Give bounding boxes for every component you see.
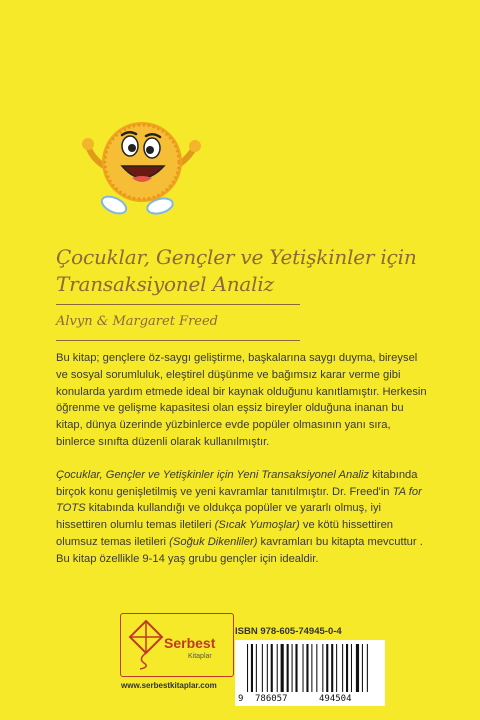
barcode-bar: [326, 644, 328, 692]
blurb-cold-term: (Soğuk Dikenliler): [169, 535, 258, 548]
barcode-bar: [251, 644, 253, 692]
title-line-1: Çocuklar, Gençler ve Yetişkinler için: [56, 245, 417, 269]
barcode-bar: [295, 644, 297, 692]
barcode-bar: [306, 644, 308, 692]
barcode-bar: [351, 644, 352, 692]
barcode-bar: [247, 644, 248, 692]
barcode-bar: [362, 644, 363, 692]
barcode-bar: [277, 644, 278, 692]
barcode-bar: [322, 644, 323, 692]
blurb-text-d: kavramları bu kitapta mevcuttur . Bu kitap özellikle 9-14 yaş grubu gençler için idealdir.: [56, 535, 423, 565]
barcode-bar: [367, 644, 368, 692]
mascot-sun-icon: [82, 108, 202, 228]
authors-divider: [56, 340, 300, 341]
blurb-paragraph-1: Bu kitap; gençlere öz-saygı geliştirme, başkalarına saygı duyma, bireysel ve sosyal sorumluluk, eleştirel düşünme ve bağımsız karar verme gibi konularda yardım etmede ideal bir kaynak olduğunu kanıtlamıştır. Herkesin öğrenme ve gelişme kapasitesi olan eşsiz bireyler olduğuna inanan bu kitap, dünya üzerinde yüzbinlerce evde popüler olmasının yanı sıra, binlerce sınıfta düzenli olarak kullanılmıştır.: [56, 352, 427, 448]
blurb-book-title: Çocuklar, Gençler ve Yetişkinler için Yeni Transaksiyonel Analiz: [56, 468, 369, 481]
barcode-bar: [342, 644, 343, 692]
title-line-2: Transaksiyonel Analiz: [56, 272, 274, 296]
barcode-bar: [287, 644, 289, 692]
publisher-website: www.serbestkitaplar.com: [121, 681, 217, 690]
blurb-warm-term: (Sıcak Yumoşlar): [214, 519, 300, 532]
blurb: [56, 350, 428, 568]
publisher-logo: [120, 613, 234, 677]
publisher-name: Serbest: [164, 635, 216, 651]
barcode-bar: [311, 644, 312, 692]
barcode-bar: [346, 644, 348, 692]
barcode-icon: [247, 644, 379, 692]
barcode-bar: [256, 644, 257, 692]
blurb-tots-title: TA for TOTS: [56, 485, 422, 515]
barcode-bar: [281, 644, 284, 692]
barcode-bar: [336, 644, 337, 692]
barcode: [235, 640, 385, 706]
title-divider: [56, 304, 300, 305]
barcode-bar: [262, 644, 263, 692]
blurb-text-b: kitabında kullandığı ve oldukça popüler ve yararlı olmuş, iyi hissettiren olumlu temas iletileri: [56, 502, 382, 532]
mascot-body: [105, 125, 179, 199]
book-title: [56, 244, 436, 298]
kite-icon: [126, 619, 166, 671]
barcode-digit-lead: 9: [238, 694, 244, 704]
isbn-label: ISBN 978-605-74945-0-4: [235, 626, 342, 637]
blurb-text-a: kitabında birçok konu genişletilmiş ve yeni kavramlar tanıtılmıştır. Dr. Freed'in: [56, 468, 418, 498]
blurb-paragraph-2: [56, 467, 428, 568]
barcode-bar: [303, 644, 304, 692]
publisher-subtitle: Kitaplar: [188, 653, 212, 660]
blurb-text-c: ve kötü hissettiren olumsuz temas iletileri: [56, 519, 394, 548]
authors: Alvyn & Margaret Freed: [56, 314, 218, 329]
barcode-bar: [267, 644, 268, 692]
barcode-digits-group-2: 494504: [319, 694, 352, 704]
barcode-bar: [356, 644, 359, 692]
barcode-bar: [292, 644, 293, 692]
barcode-bar: [331, 644, 333, 692]
barcode-digits-group-1: 786057: [255, 694, 288, 704]
barcode-bar: [316, 644, 317, 692]
barcode-bar: [271, 644, 273, 692]
